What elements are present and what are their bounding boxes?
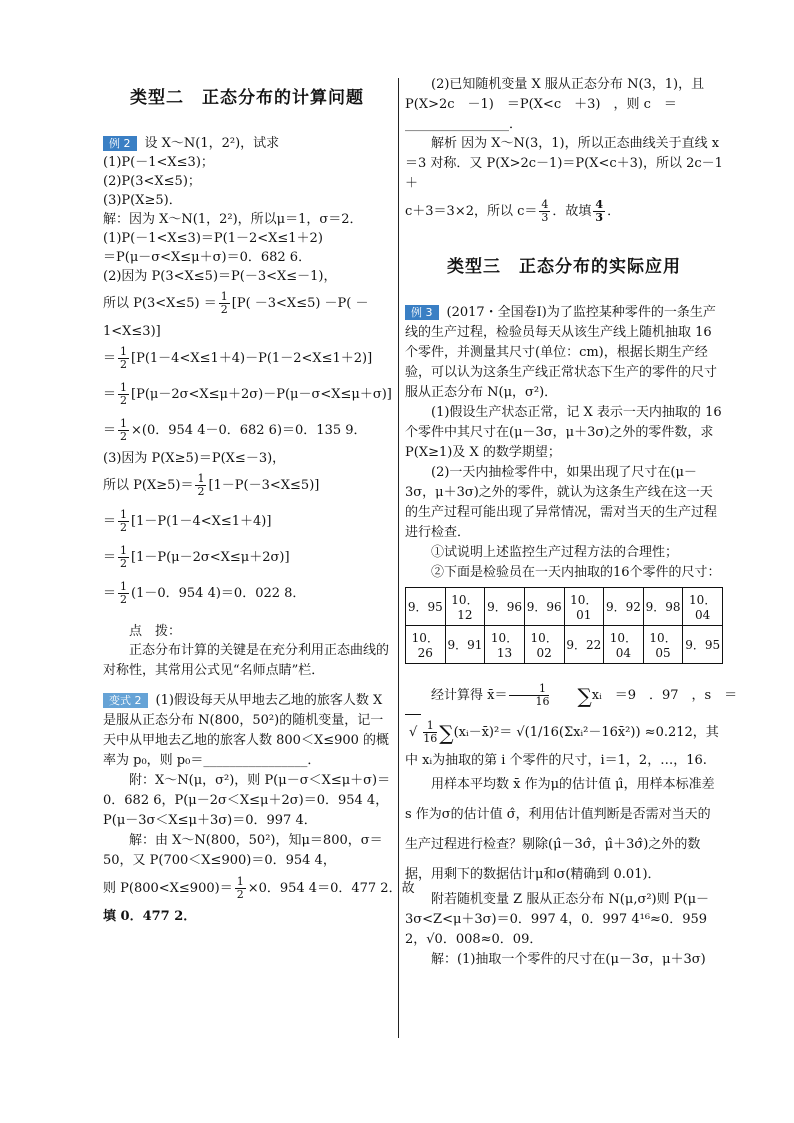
variant-answer: 填 0．477 2．: [103, 909, 197, 924]
fraction-half: $\frac{1}{2}$: [236, 875, 244, 901]
calc-text: (xᵢ－x̄)²＝ √(1/16(Σxᵢ²－16x̄²)) ≈0.212，其: [453, 725, 719, 740]
example-3-q1: (1)假设生产状态正常，记 X 表示一天内抽取的 16 个零件中其尺寸在(μ－3σ，μ＋3σ)之外的零件数，求 P(X≥1)及 X 的数学期望；: [405, 405, 722, 460]
solution-text: [P( －3<X≤5) －P( －: [231, 296, 369, 311]
solution-line: (1)P(－1<X≤3)＝P(1－2<X≤1＋2): [103, 231, 323, 246]
part-1: (1)P(－1<X≤3)；: [103, 155, 214, 170]
example-2-tag: 例 2: [103, 136, 137, 151]
solution-line: (3)因为 P(X≥5)＝P(X≤－3)，: [103, 451, 286, 466]
left-column: 类型二 正态分布的计算问题 例 2 设 X～N(1，2²)，试求 (1)P(－1<X≤3)； (2)P(3<X≤5)； (3)P(X≥5)． 解：因为 X～N(1，2²)，所以μ＝1，σ＝2． (1)P(－1<X≤3)＝P(1－2<X≤1＋2) ＝P(μ－σ<X≤μ＋σ)＝0．682 6． (2)因为 P(3<X≤5)＝P(－3<X≤－1)， 所以 P(3<X≤5) ＝ $\frac{1}{2}$ [P( －3<X≤5) －P( － 1<X≤3)] ＝ $\frac{1}{2}$ [P(1－4<X≤1＋4)－P(1－2<X≤1＋2)] ＝ $\frac{1}{2}$ [P(μ－2σ<X≤μ＋2σ)－P(μ－σ<X≤μ＋σ)] ＝ $\frac{1}{2}$ ×(0．954 4－0．682 6)＝0．135 9． (3)因为 P(X≥5)＝P(X≤－3)， 所以 P(X≥5)＝ $\frac{1}{2}$ [1－P(－3<X≤5)] ＝ $\frac{1}{2}$ [1－P(1－4<X≤1＋4)] ＝ $\frac{1}{2}$ [1－P(μ－2σ<X≤μ＋2σ)] ＝ $\frac{1}{2}$ (1－0．954 4)＝0．022 8． 点 拨： 正态分布计算的关键是在充分利用正态曲线的对称性，其常用公式见“名师点睛”栏． 变式 2 (1)假设每天从甲地去乙地的旅客人数 X 是服从正态分布 N(800，50²)的随机变量，记一天中从甲地去乙地的旅客人数 800＜X≤900 的概率为 p₀，则 p₀＝________________． 附：X～N(μ，σ²)，则 P(μ－σ＜X≤μ＋σ)＝0．682 6，P(μ－2σ＜X≤μ＋2σ)＝0．954 4，P(μ－3σ＜X≤μ＋3σ)＝0．997 4． 解：由 X～N(800，50²)，知μ＝800，σ＝50，又 P(700＜X≤900)＝0．954 4， 则 P(800<X≤900)＝ $\frac{1}{2}$ ×0．954 4＝0．477 2．故 填 0．477 2．: [103, 75, 391, 926]
solution-line: ＝P(μ－σ<X≤μ＋σ)＝0．682 6．: [103, 250, 312, 265]
appendix-text: 附若随机变量 Z 服从正态分布 N(μ,σ²)则 P(μ－3σ<Z<μ＋3σ)＝0．997 4，0．997 4¹⁶≈0．959 2，√0．008≈0．09．: [405, 892, 710, 947]
solution-text: 所以 P(X≥5)＝: [103, 478, 194, 493]
summation-icon: ∑: [577, 683, 592, 708]
part-2: (2)P(3<X≤5)；: [103, 174, 201, 189]
measurement-table: [405, 587, 723, 664]
fraction-one-sixteenth: $\frac{1}{16}$: [509, 683, 549, 708]
tip-label: 点 拨：: [129, 624, 182, 639]
fraction-half: $\frac{1}{2}$: [120, 508, 128, 534]
table-row: 10．26 9．91 10．13 10．02 9．22 10．04 10．05 9．95: [406, 626, 723, 664]
right-column: (2)已知随机变量 X 服从正态分布 N(3，1)，且 P(X>2c －1) ＝P(X<c ＋3) ，则 c ＝ ________________． 解析 因为 X～N(3，1)，所以正态曲线关于直线 x＝3 对称．又 P(X>2c－1)＝P(X<c＋3)，所以 2c－1＋ c＋3＝3×2，所以 c＝ $\frac{4}{3}$ ．故填 $\frac{4}{3}$ ． 类型三 正态分布的实际应用 例 3 (2017・全国卷Ⅰ)为了监控某种零件的一条生产线的生产过程，检验员每天从该生产线上随机抽取 16 个零件，并测量其尺寸(单位：cm)，根据长期生产经验，可以认为这条生产线正常状态下生产的零件的尺寸服从正态分布 N(μ，σ²)． (1)假设生产状态正常，记 X 表示一天内抽取的 16 个零件中其尺寸在(μ－3σ，μ＋3σ)之外的零件数，求 P(X≥1)及 X 的数学期望； (2)一天内抽检零件中，如果出现了尺寸在(μ－3σ，μ＋3σ)之外的零件，就认为这条生产线在这一天的生产过程可能出现了异常情况，需对当天的生产过程进行检查． ①试说明上述监控生产过程方法的合理性； ②下面是检验员在一天内抽取的16个零件的尺寸： 9．95 10．12 9．96 9．96 10．01 9．92 9．98 10．04 10．26 9．91 10．13 10．02 9．22 10．04 10．05 9．95 经计算得 x̄＝ $\frac{1}{16}$ ∑xᵢ ＝9 ．97 ，s ＝ √ $\frac{1}{16}$ ∑(xᵢ－x̄)²＝ √(1/16(Σxᵢ²－16x̄²)) ≈0.212，其 中 xᵢ为抽取的第 i 个零件的尺寸，i＝1，2，…，16. 用样本平均数 x̄ 作为μ的估计值 μ̂，用样本标准差 s 作为σ的估计值 σ̂，利用估计值判断是否需对当天的生产过程进行检查？剔除(μ̂－3σ̂，μ̂＋3σ̂)之外的数据，用剩下的数据估计μ和σ(精确到 0.01)． 附若随机变量 Z 服从正态分布 N(μ,σ²)则 P(μ－3σ<Z<μ＋3σ)＝0．997 4，0．997 4¹⁶≈0．959 2，√0．008≈0．09． 解：(1)抽取一个零件的尺寸在(μ－3σ，μ＋3σ): [405, 75, 723, 970]
solution-text: [P(μ－2σ<X≤μ＋2σ)－P(μ－σ<X≤μ＋σ)]: [131, 387, 392, 402]
fraction-one-sixteenth: $\frac{1}{16}$: [423, 719, 438, 745]
calc-text: xᵢ ＝9 ．97 ，s ＝: [591, 688, 738, 703]
solution-text: ．故填: [552, 204, 592, 219]
solution-text: [1－P(μ－2σ<X≤μ＋2σ)]: [131, 550, 290, 565]
variant-note: 附：X～N(μ，σ²)，则 P(μ－σ＜X≤μ＋σ)＝0．682 6，P(μ－2σ＜X≤μ＋2σ)＝0．954 4，P(μ－3σ＜X≤μ＋3σ)＝0．997 4．: [103, 773, 391, 828]
tip-text: 正态分布计算的关键是在充分利用正态曲线的对称性，其常用公式见“名师点睛”栏．: [103, 643, 390, 678]
answer-blank: ________________．: [405, 117, 523, 132]
section-heading-type3: 类型三 正态分布的实际应用: [447, 257, 681, 277]
solution-line: (2)因为 P(3<X≤5)＝P(－3<X≤－1)，: [103, 269, 337, 284]
example-3-q2-i: ①试说明上述监控生产过程方法的合理性；: [431, 545, 679, 560]
solution-text: ×(0．954 4－0．682 6)＝0．135 9．: [131, 423, 367, 438]
part-3: (3)P(X≥5)．: [103, 193, 182, 208]
fraction-half: $\frac{1}{2}$: [197, 472, 205, 498]
solution-text: [1－P(－3<X≤5)]: [208, 478, 320, 493]
example-3-intro: (2017・全国卷Ⅰ)为了监控某种零件的一条生产线的生产过程，检验员每天从该生产线上随机抽取 16 个零件，并测量其尺寸(单位：cm)，根据长期生产经验，可以认为这条生产线正常状态下生产的零件的尺寸服从正态分布 N(μ，σ²)．: [405, 305, 718, 400]
solution-text: c＋3＝3×2，所以 c＝: [405, 204, 538, 219]
summation-icon: ∑: [439, 720, 454, 745]
question-2-solution: 解析 因为 X～N(3，1)，所以正态曲线关于直线 x＝3 对称．又 P(X>2c－1)＝P(X<c＋3)，所以 2c－1＋: [405, 136, 723, 191]
fraction-half: $\frac{1}{2}$: [120, 544, 128, 570]
solution-line: 解：因为 X～N(1，2²)，所以μ＝1，σ＝2．: [103, 212, 363, 227]
solution-text: 则 P(800<X≤900)＝: [103, 881, 233, 896]
example-2-stem: 设 X～N(1，2²)，试求: [144, 136, 280, 151]
example-3-q2: (2)一天内抽检零件中，如果出现了尺寸在(μ－3σ，μ＋3σ)之外的零件，就认为这条生产线在这一天的生产过程可能出现了异常情况，需对当天的生产过程进行检查．: [405, 465, 718, 540]
solution-text: 所以 P(3<X≤5) ＝: [103, 296, 217, 311]
sqrt-icon: √: [405, 714, 421, 751]
fraction-four-thirds: $\frac{4}{3}$: [595, 198, 604, 224]
solution-start: 解：(1)抽取一个零件的尺寸在(μ－3σ，μ＋3σ): [431, 952, 706, 967]
solution-text: ×0．954 4＝0．477 2．故: [247, 881, 415, 896]
variant-2-tag: 变式 2: [103, 693, 148, 708]
table-row: 9．95 10．12 9．96 9．96 10．01 9．92 9．98 10．04: [406, 588, 723, 626]
calc-text: 经计算得 x̄＝: [431, 688, 508, 703]
solution-text: [1－P(1－4<X≤1＋4)]: [131, 514, 272, 529]
fraction-four-thirds: $\frac{4}{3}$: [541, 198, 549, 224]
fraction-half: $\frac{1}{2}$: [120, 580, 128, 606]
fraction-half: $\frac{1}{2}$: [120, 381, 128, 407]
example-3-q2-ii: ②下面是检验员在一天内抽取的16个零件的尺寸：: [431, 565, 721, 580]
fraction-half: $\frac{1}{2}$: [220, 290, 228, 316]
solution-text: [P(1－4<X≤1＋4)－P(1－2<X≤1＋2)]: [131, 351, 373, 366]
fraction-half: $\frac{1}{2}$: [120, 417, 128, 443]
fraction-half: $\frac{1}{2}$: [120, 345, 128, 371]
section-heading-type2: 类型二 正态分布的计算问题: [130, 88, 364, 108]
example-3-tag: 例 3: [405, 305, 439, 320]
variant-2-text: (1)假设每天从甲地去乙地的旅客人数 X 是服从正态分布 N(800，50²)的随机变量，记一天中从甲地去乙地的旅客人数 800＜X≤900 的概率为 p₀，则 p₀＝________________．: [103, 693, 390, 768]
solution-text: (1－0．954 4)＝0．022 8．: [131, 586, 306, 601]
solution-line: 1<X≤3)]: [103, 324, 161, 339]
variant-solution: 解：由 X～N(800，50²)，知μ＝800，σ＝50，又 P(700＜X≤900)＝0．954 4，: [103, 833, 383, 868]
question-2: (2)已知随机变量 X 服从正态分布 N(3，1)，且 P(X>2c －1) ＝P(X<c ＋3) ，则 c ＝: [405, 77, 705, 112]
use-text: 用样本平均数 x̄ 作为μ的估计值 μ̂，用样本标准差 s 作为σ的估计值 σ̂，利用估计值判断是否需对当天的生产过程进行检查？剔除(μ̂－3σ̂，μ̂＋3σ̂)之外的数据，用剩下的数据估计μ和σ(精确到 0.01)．: [405, 777, 715, 882]
calc-line: 中 xᵢ为抽取的第 i 个零件的尺寸，i＝1，2，…，16.: [405, 753, 707, 768]
